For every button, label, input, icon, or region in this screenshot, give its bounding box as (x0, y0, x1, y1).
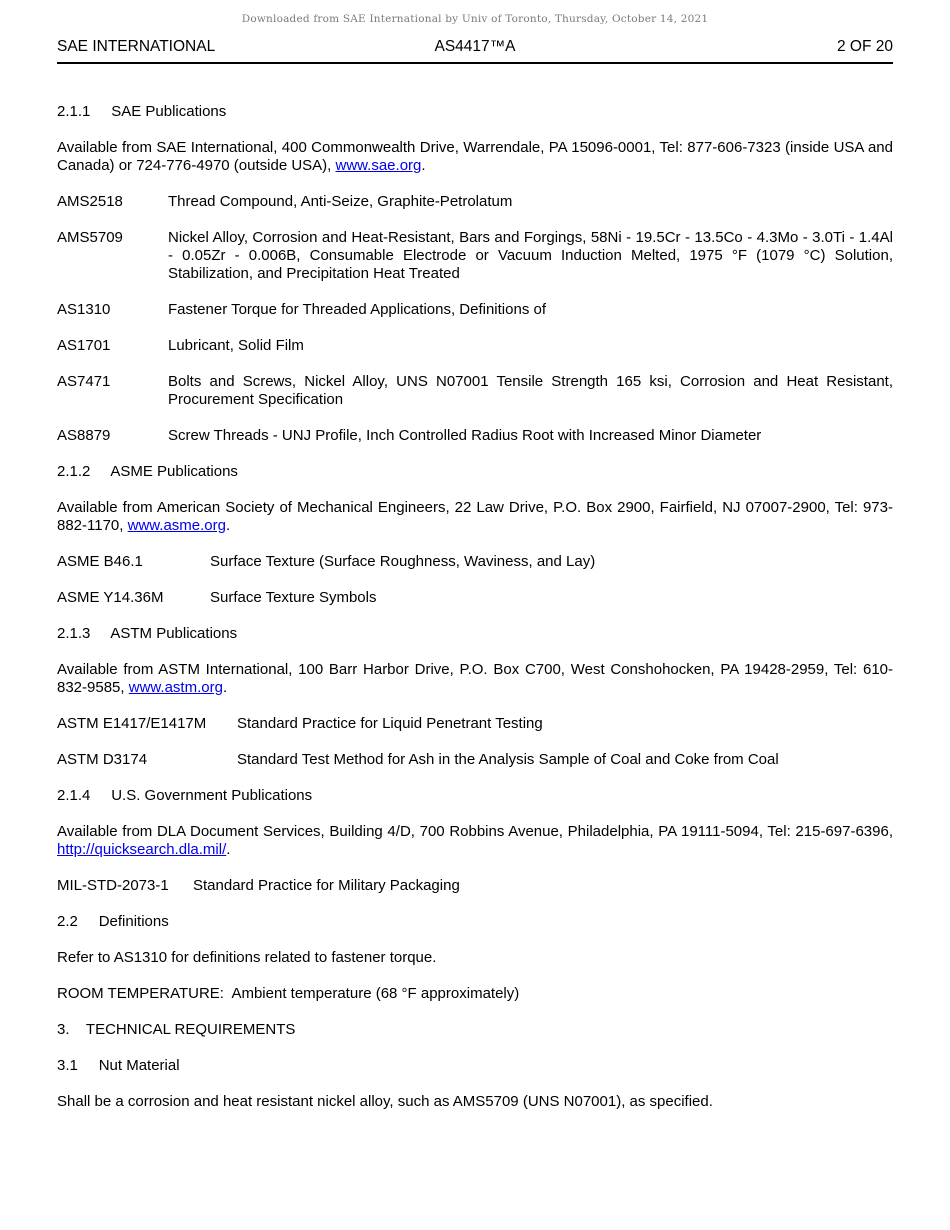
page-header (57, 38, 893, 56)
reference-desc: Fastener Torque for Threaded Applications, Definitions of (168, 301, 547, 318)
reference-row (57, 337, 893, 355)
document-body (57, 103, 893, 1111)
header-rule (57, 62, 893, 64)
reference-row (57, 877, 893, 895)
reference-row (57, 751, 893, 769)
heading-2-1-4: 2.1.4 U.S. Government Publications (57, 787, 313, 804)
asme-availability-paragraph (57, 499, 893, 535)
dla-quicksearch-link[interactable]: http://quicksearch.dla.mil/ (57, 841, 227, 858)
asme-org-link[interactable]: www.asme.org (127, 517, 226, 534)
reference-term: ASTM E1417/E1417M (57, 715, 207, 732)
room-temperature-definition: ROOM TEMPERATURE: Ambient temperature (68 °F approximately) (57, 985, 520, 1002)
reference-desc: Nickel Alloy, Corrosion and Heat-Resistant, Bars and Forgings, 58Ni - 19.5Cr - 13.5Co - 4.3Mo - 3.0Ti - 1.4Al - 0.05Zr - 0.006B, Consumable Electrode or Vacuum Induction Melted, 1975 °F (1079 °C) Solution, Stabilization, and Precipitation Heat Treated (168, 229, 893, 282)
download-watermark: Downloaded from SAE International by Univ of Toronto, Thursday, October 14, 2021 (241, 13, 709, 25)
paragraph-text: Available from SAE International, 400 Commonwealth Drive, Warrendale, PA 15096-0001, Tel: 877-606-7323 (inside USA and Canada) or 724-776-4970 (outside USA), (57, 139, 893, 174)
reference-desc: Standard Practice for Military Packaging (193, 877, 460, 894)
reference-desc: Screw Threads - UNJ Profile, Inch Controlled Radius Root with Increased Minor Diameter (168, 427, 762, 444)
gov-availability-paragraph (57, 823, 893, 859)
reference-desc: Surface Texture (Surface Roughness, Waviness, and Lay) (210, 553, 596, 570)
reference-desc: Standard Practice for Liquid Penetrant Testing (237, 715, 543, 732)
reference-term: AS8879 (57, 427, 111, 444)
header-page-number: 2 OF 20 (837, 38, 893, 55)
reference-term: AS7471 (57, 373, 111, 390)
astm-availability-paragraph (57, 661, 893, 697)
definitions-reference-paragraph: Refer to AS1310 for definitions related to fastener torque. (57, 949, 437, 966)
heading-2-2: 2.2 Definitions (57, 913, 169, 930)
sae-availability-paragraph (57, 139, 893, 175)
paragraph-text: . (421, 157, 426, 174)
reference-desc: Standard Test Method for Ash in the Analysis Sample of Coal and Coke from Coal (237, 751, 779, 768)
reference-desc: Bolts and Screws, Nickel Alloy, UNS N07001 Tensile Strength 165 ksi, Corrosion and Heat Resistant, Procurement Specification (168, 373, 893, 408)
reference-term: ASTM D3174 (57, 751, 148, 768)
reference-term: ASME B46.1 (57, 553, 143, 570)
paragraph-text: . (226, 517, 231, 534)
astm-org-link[interactable]: www.astm.org (128, 679, 223, 696)
heading-2-1-2: 2.1.2 ASME Publications (57, 463, 238, 480)
reference-term: AS1701 (57, 337, 111, 354)
paragraph-text: . (222, 679, 228, 696)
reference-term: AMS5709 (57, 229, 123, 246)
reference-row (57, 301, 893, 319)
header-publisher: SAE INTERNATIONAL (57, 38, 216, 55)
reference-row (57, 193, 893, 211)
reference-row (57, 373, 893, 409)
paragraph-text: Available from ASTM International, 100 Barr Harbor Drive, P.O. Box C700, West Conshohocken, PA 19428-2959, Tel: 610-832-9585, (57, 661, 893, 696)
heading-2-1-1: 2.1.1 SAE Publications (57, 103, 227, 120)
reference-row (57, 427, 893, 445)
paragraph-text: Available from American Society of Mechanical Engineers, 22 Law Drive, P.O. Box 2900, Fairfield, NJ 07007-2900, Tel: 973-882-1170, (57, 499, 893, 534)
reference-row (57, 589, 893, 607)
nut-material-paragraph: Shall be a corrosion and heat resistant nickel alloy, such as AMS5709 (UNS N07001), as specified. (57, 1093, 713, 1110)
reference-desc: Thread Compound, Anti-Seize, Graphite-Petrolatum (168, 193, 513, 210)
reference-term: AMS2518 (57, 193, 123, 210)
reference-row (57, 229, 893, 283)
heading-3: 3. TECHNICAL REQUIREMENTS (57, 1021, 296, 1038)
reference-term: MIL-STD-2073-1 (57, 877, 169, 894)
header-doc-number: AS4417™A (434, 38, 516, 55)
heading-3-1: 3.1 Nut Material (57, 1057, 180, 1074)
reference-desc: Lubricant, Solid Film (168, 337, 304, 354)
reference-row (57, 715, 893, 733)
reference-desc: Surface Texture Symbols (210, 589, 377, 606)
reference-row (57, 553, 893, 571)
sae-org-link[interactable]: www.sae.org (335, 157, 422, 174)
heading-2-1-3: 2.1.3 ASTM Publications (57, 625, 238, 642)
paragraph-text: Available from DLA Document Services, Building 4/D, 700 Robbins Avenue, Philadelphia, PA 19111-5094, Tel: 215-697-6396, (57, 823, 893, 840)
paragraph-text: . (226, 841, 231, 858)
reference-term: AS1310 (57, 301, 111, 318)
reference-term: ASME Y14.36M (57, 589, 164, 606)
